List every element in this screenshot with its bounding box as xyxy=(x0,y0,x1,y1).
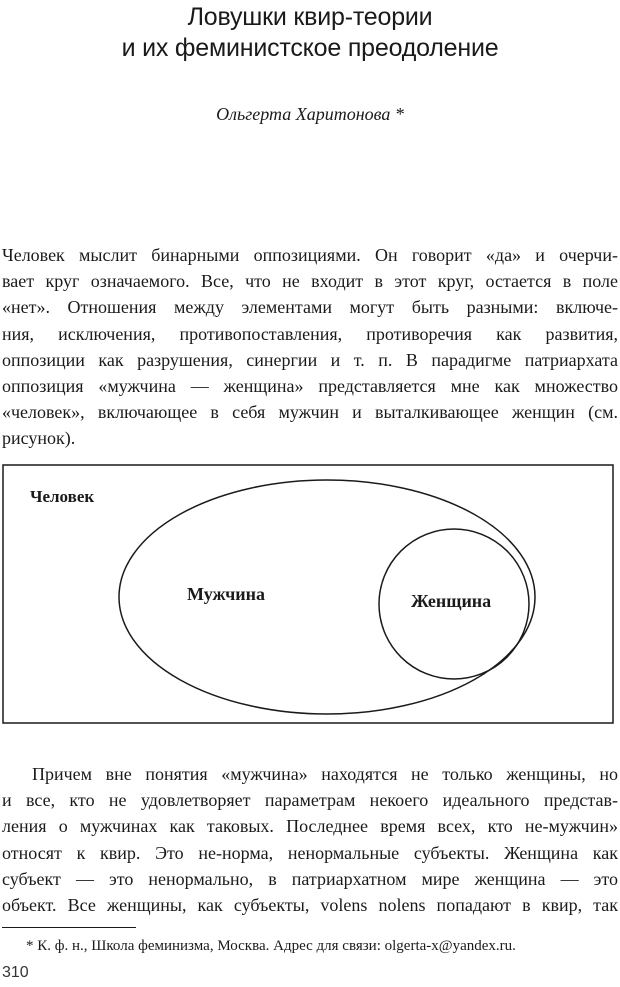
paragraph-2-line: относят к квир. Это не-норма, ненормальные субъекты. Женщина как xyxy=(2,842,618,863)
footnote-divider xyxy=(2,927,136,928)
paragraph-1 xyxy=(2,242,618,452)
paragraph-1-line: вает круг означаемого. Все, что не входит в этот круг, остается в поле xyxy=(2,271,618,292)
paragraph-2-line: объект. Все женщины, как субъекты, volens nolens попадают в квир, так xyxy=(2,894,618,915)
diagram-frame xyxy=(3,465,613,723)
article-title-line-2: и их феминистское преодоление xyxy=(121,34,499,62)
paragraph-1-line: Человек мыслит бинарными оппозициями. Он говорит «да» и очерчи- xyxy=(2,245,618,265)
article-title xyxy=(0,2,620,64)
diagram-label-chelovek: Человек xyxy=(30,487,95,506)
article-title-line-1: Ловушки квир-теории xyxy=(187,3,433,31)
paragraph-2-line: Причем вне понятия «мужчина» находятся не только женщины, но xyxy=(32,764,618,784)
paragraph-1-line: «человек», включающее в себя мужчин и выталкивающее женщин (см. xyxy=(2,402,618,423)
paragraph-2-line: и все, кто не удовлетворяет параметрам некоего идеального представ- xyxy=(2,790,618,811)
paragraph-1-line: оппозиция «мужчина — женщина» представляется мне как множество xyxy=(2,375,618,396)
page-number: 310 xyxy=(2,964,29,981)
author-name: Ольгерта Харитонова * xyxy=(216,104,404,124)
paragraph-2 xyxy=(2,761,618,918)
paragraph-1-line: рисунок). xyxy=(2,428,76,449)
paragraph-1-line: ния, исключения, противопоставления, противоречия как развития, xyxy=(2,323,618,344)
set-diagram xyxy=(2,464,614,724)
footnote: * К. ф. н., Школа феминизма, Москва. Адрес для связи: olgerta-x@yandex.ru. xyxy=(26,938,516,954)
diagram-label-muzhchina: Мужчина xyxy=(187,584,266,604)
paragraph-1-line: «нет». Отношения между элементами могут быть разными: включе- xyxy=(2,297,618,318)
diagram-label-zhenshchina: Женщина xyxy=(411,591,492,611)
paragraph-1-line: оппозиции как разрушения, синергии и т. п. В парадигме патриархата xyxy=(2,349,618,370)
paragraph-2-line: субъект — это ненормально, в патриархатном мире женщина — это xyxy=(2,868,618,889)
paragraph-2-line: ления о мужчинах как таковых. Последнее время всех, кто не-мужчин» xyxy=(2,816,618,837)
